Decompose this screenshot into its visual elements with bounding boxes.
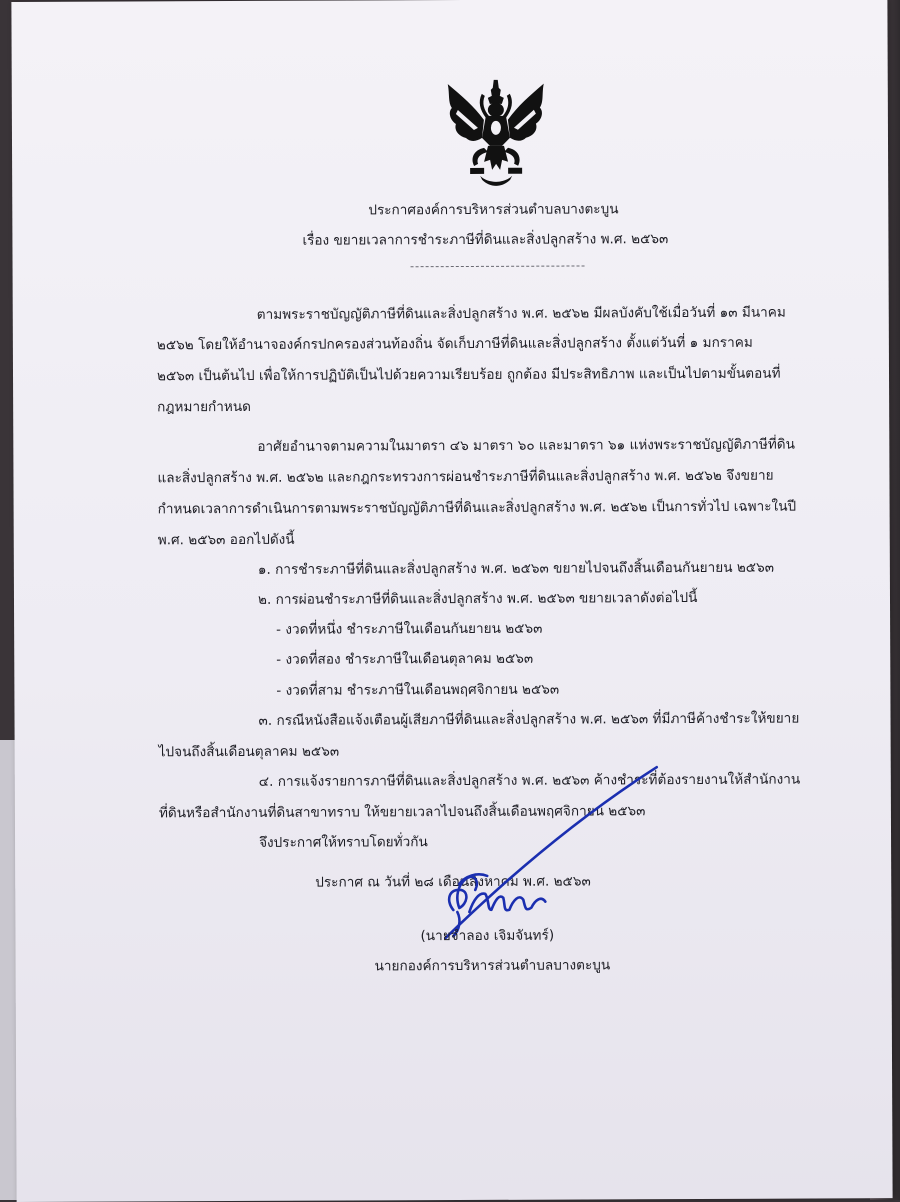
signer-name: (นายจำลอง เจิมจันทร์): [420, 927, 555, 945]
list-item-2-sub-b: - งวดที่สอง ชำระภาษีในเดือนตุลาคม ๒๕๖๓: [276, 650, 534, 668]
paragraph-2-line-4: พ.ศ. ๒๕๖๓ ออกไปดังนี้: [157, 531, 295, 549]
divider-line: [411, 265, 585, 267]
signer-title: นายกองค์การบริหารส่วนตำบลบางตะบูน: [374, 957, 611, 975]
signature-mark: [395, 759, 696, 950]
list-item-3-line-2: ไปจนถึงสิ้นเดือนตุลาคม ๒๕๖๓: [158, 743, 340, 761]
garuda-emblem-icon: [444, 76, 548, 188]
announcement-date: ประกาศ ณ วันที่ ๒๘ เดือนสิงหาคม พ.ศ. ๒๕๖๓: [315, 873, 591, 891]
paragraph-1-line-3: ๒๕๖๓ เป็นต้นไป เพื่อให้การปฏิบัติเป็นไปด้วยความเรียบร้อย ถูกต้อง มีประสิทธิภาพ และเป็นไปตามขั้นตอนที่: [156, 365, 781, 385]
closing-statement: จึงประกาศให้ทราบโดยทั่วกัน: [259, 834, 428, 851]
paragraph-1-line-2: ๒๕๖๒ โดยให้อำนาจองค์กรปกครองส่วนท้องถิ่น จัดเก็บภาษีที่ดินและสิ่งปลูกสร้าง ตั้งแต่วันที่ ๑ มกราคม: [156, 334, 753, 354]
paragraph-2-line-1: อาศัยอำนาจตามความในมาตรา ๔๖ มาตรา ๖๐ และมาตรา ๖๑ แห่งพระราชบัญญัติภาษีที่ดิน: [257, 436, 795, 455]
paragraph-1-line-1: ตามพระราชบัญญัติภาษีที่ดินและสิ่งปลูกสร้าง พ.ศ. ๒๕๖๒ มีผลบังคับใช้เมื่อวันที่ ๑๓ มีนาคม: [256, 304, 786, 323]
list-item-4-line-1: ๔. การแจ้งรายการภาษีที่ดินและสิ่งปลูกสร้าง พ.ศ. ๒๕๖๓ ค้างชำระที่ต้องรายงานให้สำนักงาน: [258, 771, 801, 790]
paragraph-1-line-4: กฎหมายกำหนด: [157, 398, 252, 416]
list-item-2: ๒. การผ่อนชำระภาษีที่ดินและสิ่งปลูกสร้าง พ.ศ. ๒๕๖๓ ขยายเวลาดังต่อไปนี้: [257, 589, 698, 608]
paragraph-2-line-2: และสิ่งปลูกสร้าง พ.ศ. ๒๕๖๒ และกฎกระทรวงการผ่อนชำระภาษีที่ดินและสิ่งปลูกสร้าง พ.ศ. ๒๕๖๒ จึงขยาย: [157, 467, 774, 487]
announcement-issuer: ประกาศองค์การบริหารส่วนตำบลบางตะบูน: [368, 201, 619, 219]
document-sheet: [11, 0, 892, 1202]
list-item-4-line-2: ที่ดินหรือสำนักงานที่ดินสาขาทราบ ให้ขยายเวลาไปจนถึงสิ้นเดือนพฤศจิกายน ๒๕๖๓: [158, 803, 646, 822]
paragraph-2-line-3: กำหนดเวลาการดำเนินการตามพระราชบัญญัติภาษีที่ดินและสิ่งปลูกสร้าง พ.ศ. ๒๕๖๒ เป็นการทั่วไป เฉพาะในปี: [157, 498, 797, 518]
announcement-subject: เรื่อง ขยายเวลาการชำระภาษีที่ดินและสิ่งปลูกสร้าง พ.ศ. ๒๕๖๓: [302, 231, 669, 249]
list-item-2-sub-c: - งวดที่สาม ชำระภาษีในเดือนพฤศจิกายน ๒๕๖๓: [276, 681, 560, 699]
list-item-1: ๑. การชำระภาษีที่ดินและสิ่งปลูกสร้าง พ.ศ. ๒๕๖๓ ขยายไปจนถึงสิ้นเดือนกันยายน ๒๕๖๓: [257, 559, 775, 578]
list-item-2-sub-a: - งวดที่หนึ่ง ชำระภาษีในเดือนกันยายน ๒๕๖๓: [276, 620, 543, 638]
list-item-3-line-1: ๓. กรณีหนังสือแจ้งเตือนผู้เสียภาษีที่ดินและสิ่งปลูกสร้าง พ.ศ. ๒๕๖๓ ที่มีภาษีค้างชำระให้ขยาย: [258, 710, 800, 729]
